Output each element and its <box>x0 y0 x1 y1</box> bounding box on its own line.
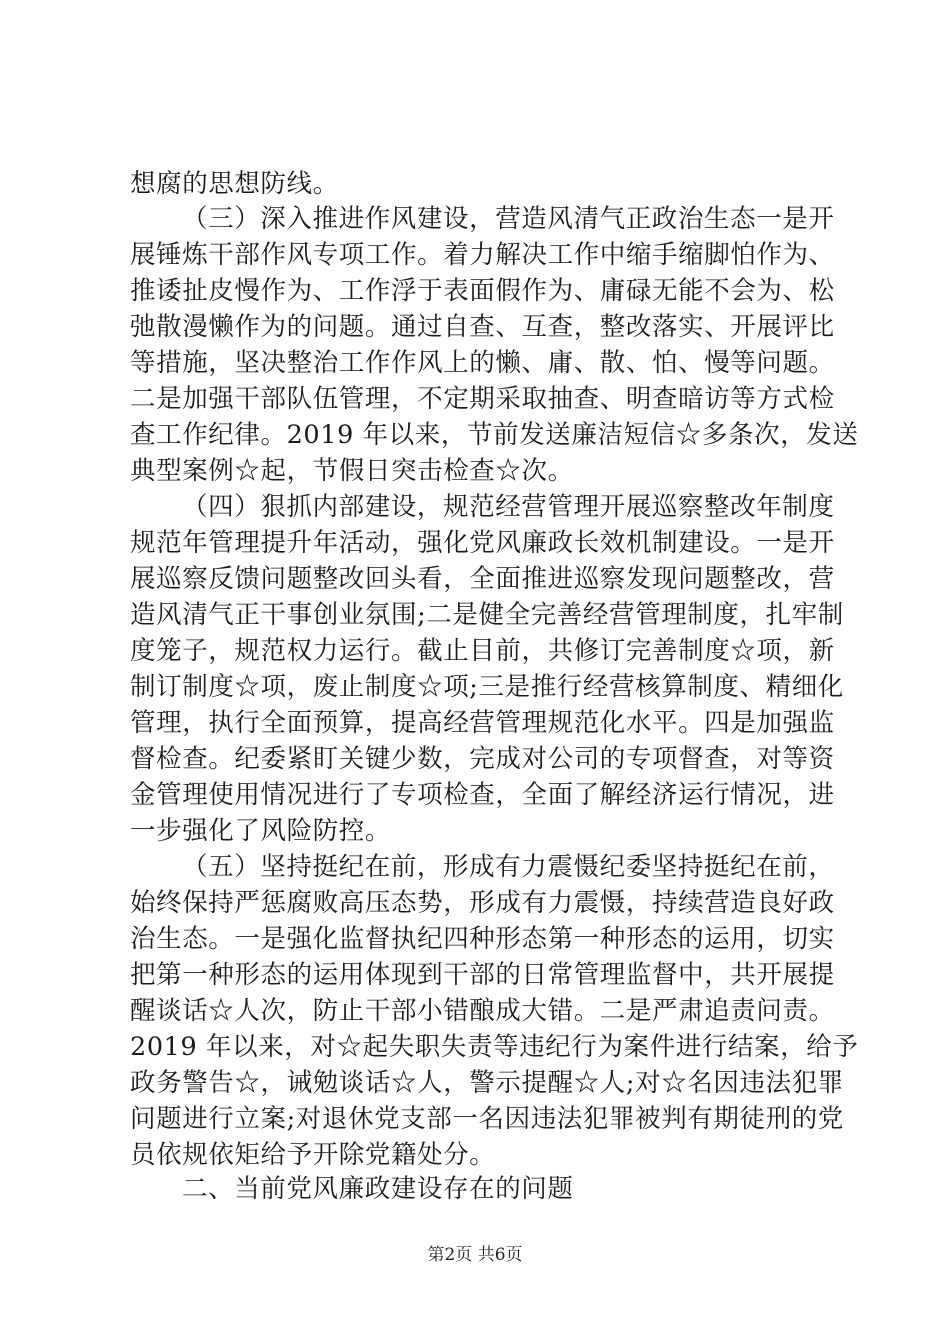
text-line: 推诿扯皮慢作为、工作浮于表面假作为、庸碌无能不会为、松 <box>130 276 835 306</box>
text-line: 展巡察反馈问题整改回头看，全面推进巡察发现问题整改，营 <box>130 564 835 594</box>
text-line: （四）狠抓内部建设，规范经营管理开展巡察整改年制度 <box>182 492 835 522</box>
section-heading: 二、当前党风廉政建设存在的问题 <box>182 1174 574 1204</box>
text-line: 想腐的思想防线。 <box>130 169 339 199</box>
text-line: 等措施，坚决整治工作作风上的懒、庸、散、怕、慢等问题。 <box>130 348 835 378</box>
text-line: 一步强化了风险防控。 <box>130 816 392 846</box>
text-line: 典型案例☆起，节假日突击检查☆次。 <box>130 456 574 486</box>
text-line: 2019 年以来，对☆起失职失责等违纪行为案件进行结案，给予 <box>130 1032 859 1062</box>
text-line: 管理，执行全面预算，提高经营管理规范化水平。四是加强监 <box>130 708 835 738</box>
page-footer: 第2页 共6页 <box>427 1245 523 1265</box>
text-line: 展锤炼干部作风专项工作。着力解决工作中缩手缩脚怕作为、 <box>130 240 835 270</box>
text-line: 二是加强干部队伍管理，不定期采取抽查、明查暗访等方式检 <box>130 384 835 414</box>
text-line: 造风清气正干事创业氛围;二是健全完善经营管理制度，扎牢制 <box>130 600 844 630</box>
text-line: 度笼子，规范权力运行。截止目前，共修订完善制度☆项，新 <box>130 636 835 666</box>
text-line: 政务警告☆，诫勉谈话☆人，警示提醒☆人;对☆名因违法犯罪 <box>130 1068 844 1098</box>
text-line: 治生态。一是强化监督执纪四种形态第一种形态的运用，切实 <box>130 924 835 954</box>
text-line: 员依规依矩给予开除党籍处分。 <box>130 1140 496 1170</box>
text-line: 督检查。纪委紧盯关键少数，完成对公司的专项督查，对等资 <box>130 744 835 774</box>
text-line: 把第一种形态的运用体现到干部的日常管理监督中，共开展提 <box>130 960 835 990</box>
text-line: （五）坚持挺纪在前，形成有力震慑纪委坚持挺纪在前， <box>182 852 835 882</box>
text-line: 查工作纪律。2019 年以来，节前发送廉洁短信☆多条次，发送 <box>130 420 859 450</box>
text-line: （三）深入推进作风建设，营造风清气正政治生态一是开 <box>182 204 835 234</box>
text-line: 制订制度☆项，废止制度☆项;三是推行经营核算制度、精细化 <box>130 672 844 702</box>
text-line: 醒谈话☆人次，防止干部小错酿成大错。二是严肃追责问责。 <box>130 996 835 1026</box>
text-line: 问题进行立案;对退休党支部一名因违法犯罪被判有期徒刑的党 <box>130 1104 844 1134</box>
text-line: 始终保持严惩腐败高压态势，形成有力震慑，持续营造良好政 <box>130 888 835 918</box>
text-line: 金管理使用情况进行了专项检查，全面了解经济运行情况，进 <box>130 780 835 810</box>
text-line: 规范年管理提升年活动，强化党风廉政长效机制建设。一是开 <box>130 528 835 558</box>
text-line: 弛散漫懒作为的问题。通过自查、互查，整改落实、开展评比 <box>130 312 835 342</box>
